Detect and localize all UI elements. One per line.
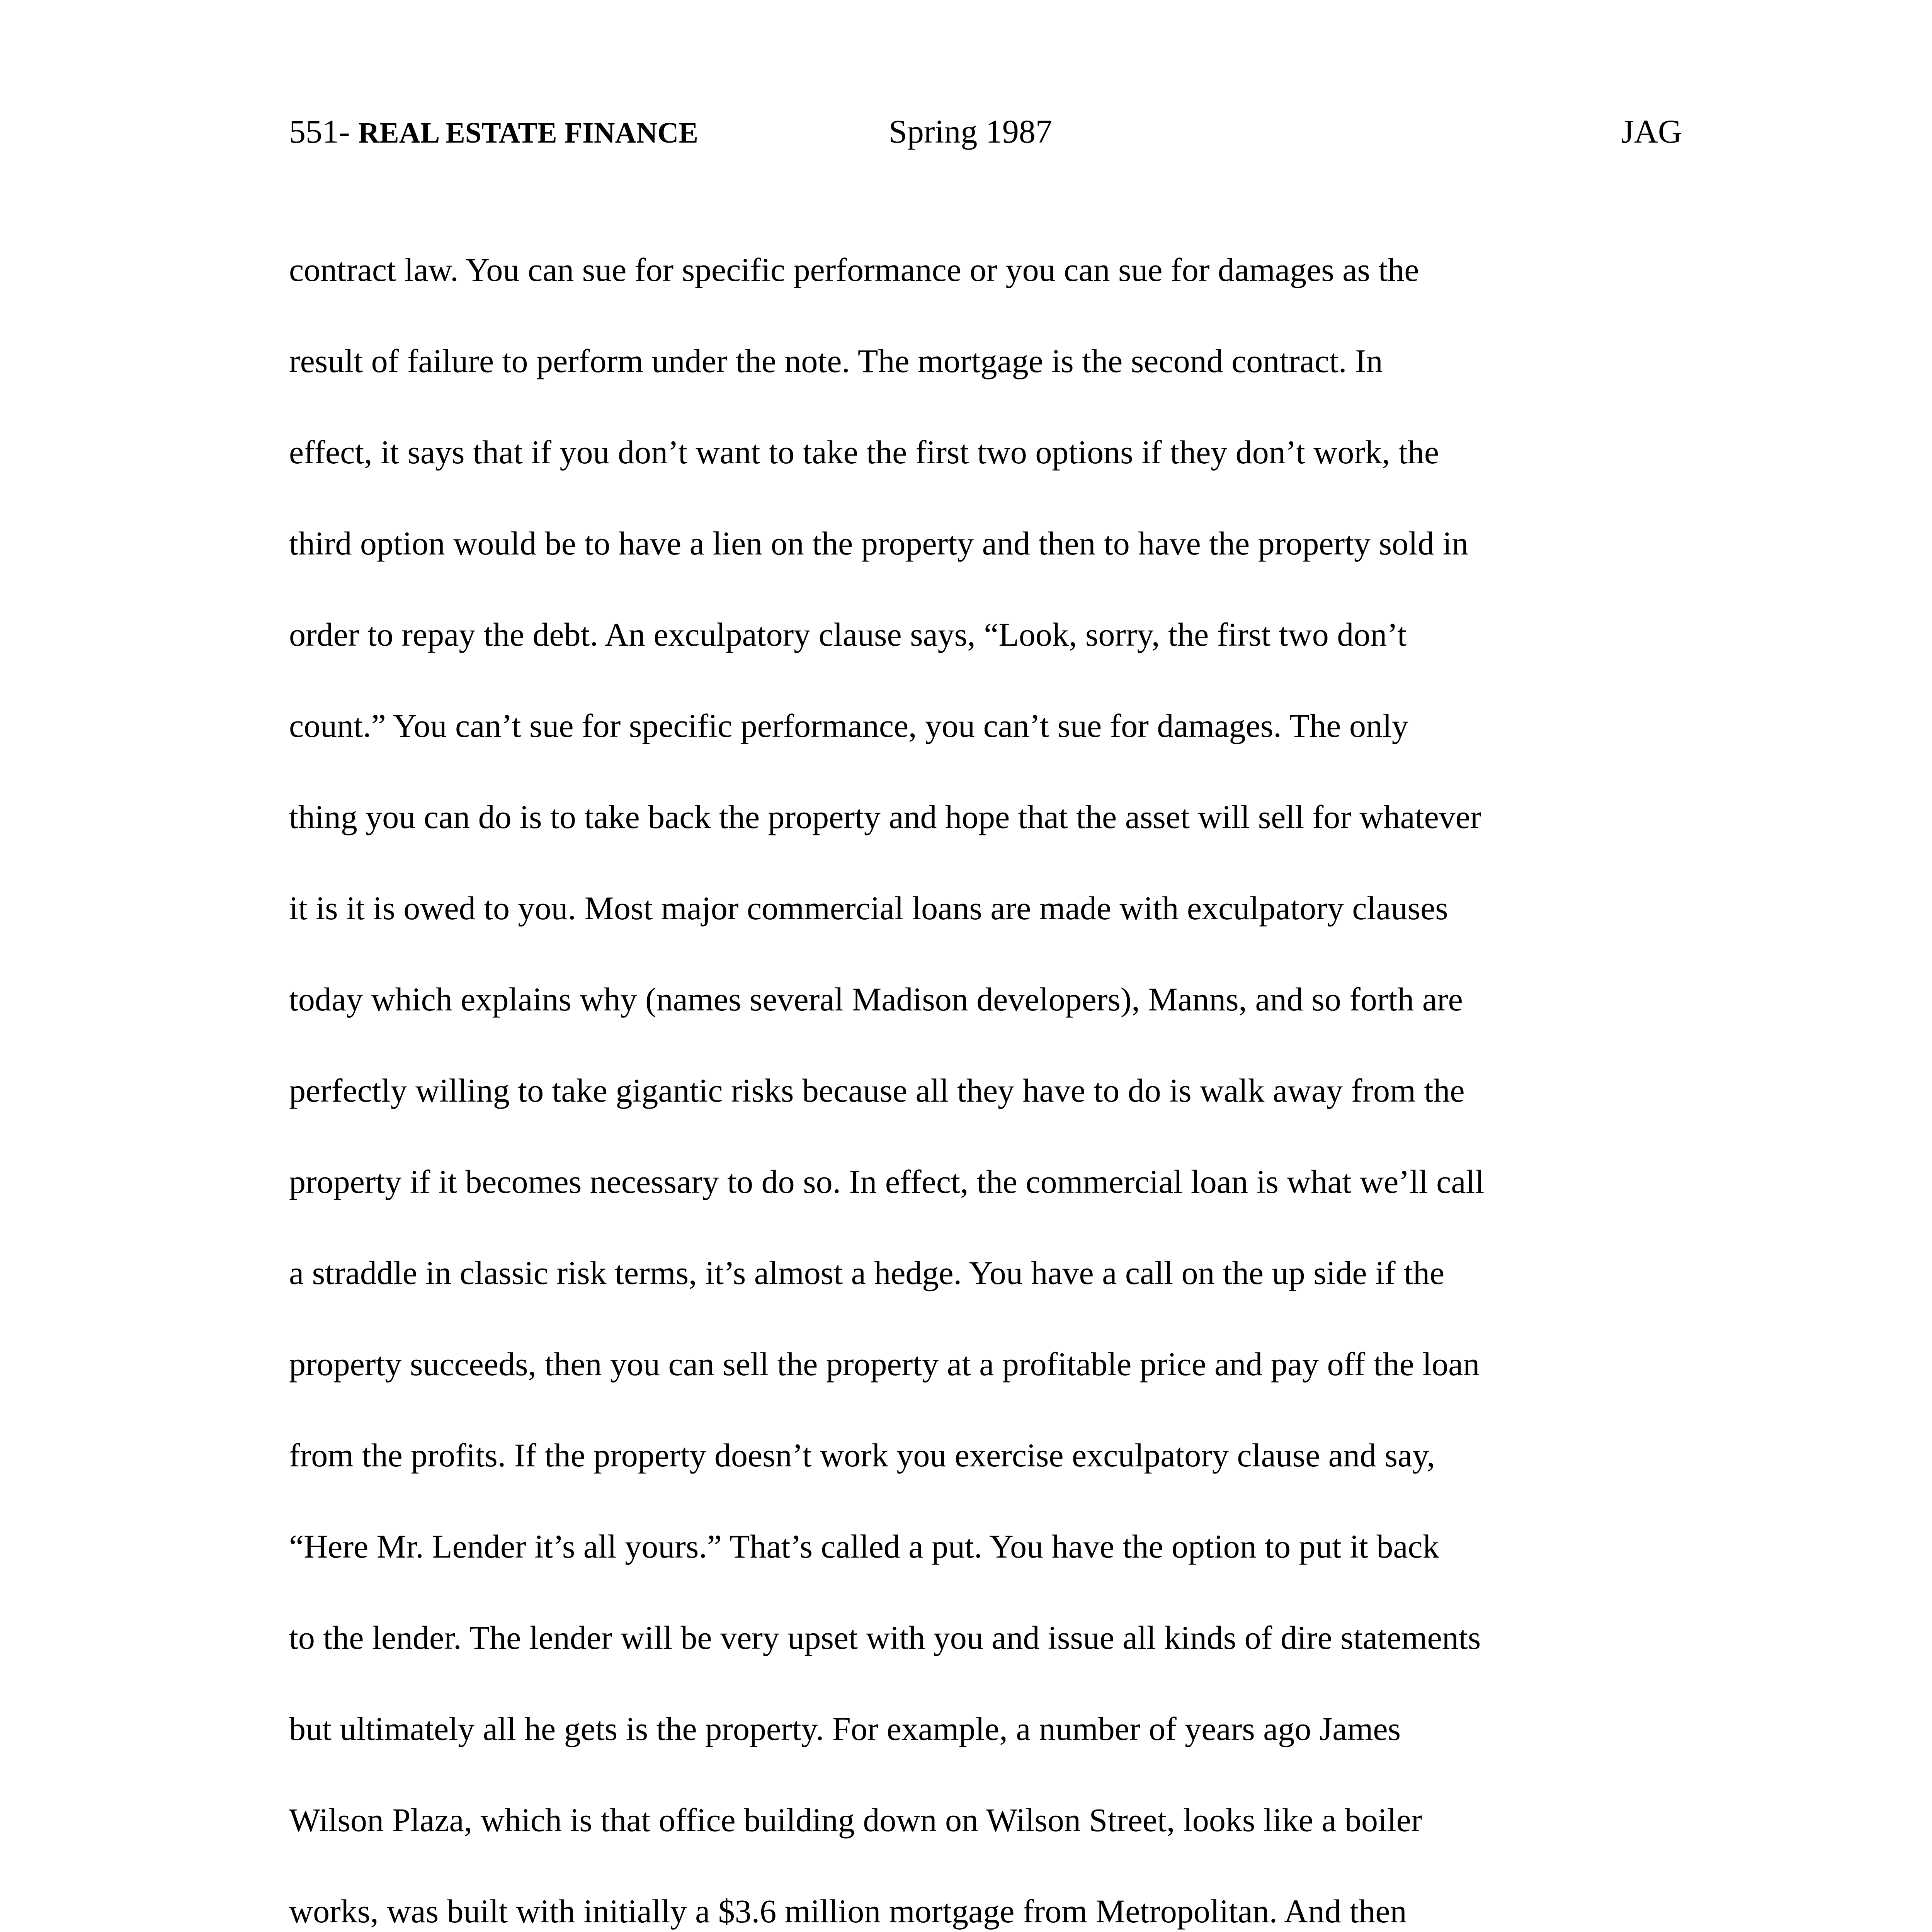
body-line: contract law. You can sue for specific performance or you can sue for damages as the: [289, 251, 1419, 288]
body-line: today which explains why (names several Madison developers), Manns, and so forth are: [289, 981, 1463, 1018]
course-number: 551-: [289, 113, 350, 150]
body-line: result of failure to perform under the note. The mortgage is the second contract. In: [289, 342, 1383, 379]
body-line: Wilson Plaza, which is that office building down on Wilson Street, looks like a boiler: [289, 1801, 1422, 1838]
body-line: thing you can do is to take back the property and hope that the asset will sell for whatever: [289, 798, 1481, 835]
body-line: property succeeds, then you can sell the property at a profitable price and pay off the loan: [289, 1345, 1480, 1383]
body-line: but ultimately all he gets is the property. For example, a number of years ago James: [289, 1710, 1401, 1747]
body-line: effect, it says that if you don’t want to take the first two options if they don’t work, the: [289, 434, 1439, 471]
body-line: third option would be to have a lien on the property and then to have the property sold in: [289, 525, 1469, 562]
body-line: order to repay the debt. An exculpatory clause says, “Look, sorry, the first two don’t: [289, 616, 1407, 653]
term-label: Spring 1987: [889, 113, 1052, 150]
course-heading: [289, 112, 698, 151]
body-line: property if it becomes necessary to do so. In effect, the commercial loan is what we’ll call: [289, 1163, 1485, 1200]
page-header: [289, 112, 1682, 166]
course-title: REAL ESTATE FINANCE: [358, 117, 698, 149]
body-line: count.” You can’t sue for specific performance, you can’t sue for damages. The only: [289, 707, 1408, 744]
body-line: “Here Mr. Lender it’s all yours.” That’s called a put. You have the option to put it back: [289, 1528, 1439, 1565]
body-line: to the lender. The lender will be very upset with you and issue all kinds of dire statements: [289, 1619, 1481, 1656]
body-line: it is it is owed to you. Most major commercial loans are made with exculpatory clauses: [289, 889, 1448, 927]
body-line: perfectly willing to take gigantic risks because all they have to do is walk away from the: [289, 1072, 1465, 1109]
body-line: a straddle in classic risk terms, it’s almost a hedge. You have a call on the up side if the: [289, 1254, 1445, 1291]
body-line: works, was built with initially a $3.6 million mortgage from Metropolitan. And then: [289, 1893, 1407, 1930]
author-initials: JAG: [1621, 113, 1682, 150]
transcript-body: [289, 224, 1684, 1932]
body-line: from the profits. If the property doesn’t work you exercise exculpatory clause and say,: [289, 1437, 1435, 1474]
